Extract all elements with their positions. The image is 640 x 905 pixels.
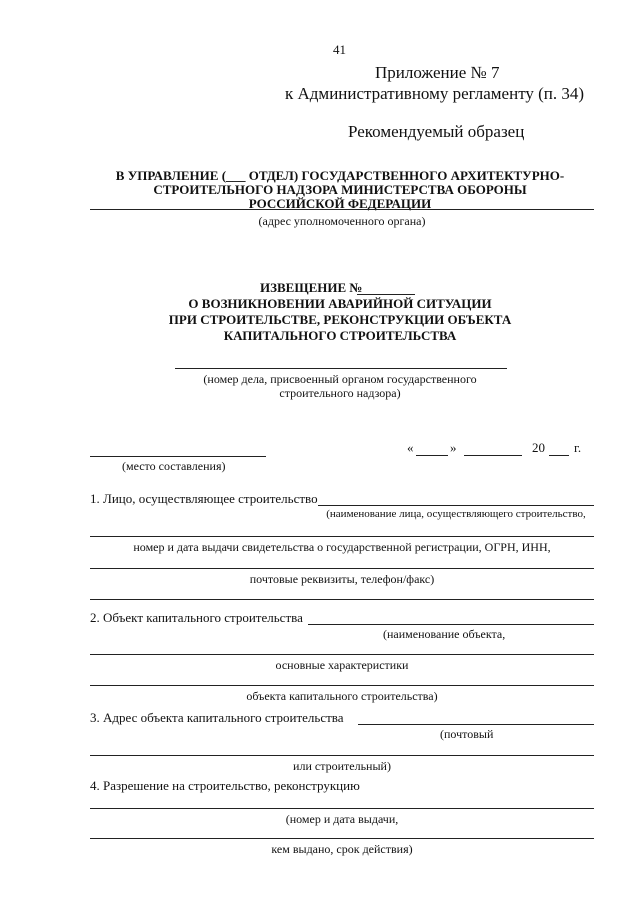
heading-line-4: КАПИТАЛЬНОГО СТРОИТЕЛЬСТВА (223, 328, 457, 343)
recipient-caption: (адрес уполномоченного органа) (258, 214, 426, 228)
section-1-label: 1. Лицо, осуществляющее строительство (90, 491, 318, 506)
section-1-caption-1: (наименование лица, осуществляющего строительство, (326, 508, 586, 520)
section-4-blank-1 (90, 808, 594, 809)
date-quote-close: » (450, 440, 457, 455)
section-3-caption-1: (почтовый (440, 727, 494, 741)
year-blank (549, 455, 569, 456)
recipient-line-2: СТРОИТЕЛЬНОГО НАДЗОРА МИНИСТЕРСТВА ОБОРОНЫ (153, 182, 527, 197)
section-4-label: 4. Разрешение на строительство, реконструкцию (90, 778, 360, 793)
place-blank (90, 456, 266, 457)
heading-line-1: ИЗВЕЩЕНИЕ № (260, 280, 363, 295)
section-3-blank-2 (90, 755, 594, 756)
heading-line-2: О ВОЗНИКНОВЕНИИ АВАРИЙНОЙ СИТУАЦИИ (188, 296, 492, 311)
section-1-blank-4 (90, 599, 594, 600)
recipient-underline (90, 209, 594, 210)
sample-label: Рекомендуемый образец (348, 122, 525, 141)
section-4-caption-1: (номер и дата выдачи, (285, 812, 399, 826)
section-2-blank-1 (308, 624, 594, 625)
section-1-caption-2: номер и дата выдачи свидетельства о государственной регистрации, ОГРН, ИНН, (133, 540, 551, 554)
section-1-caption-3: почтовые реквизиты, телефон/факс) (249, 572, 435, 586)
year-suffix: г. (574, 440, 582, 455)
notice-number-blank (357, 294, 415, 295)
section-2-caption-1: (наименование объекта, (383, 627, 506, 641)
case-number-caption-2: строительного надзора) (279, 386, 401, 400)
section-4-caption-2: кем выдано, срок действия) (271, 842, 413, 856)
section-1-blank-2 (90, 536, 594, 537)
recipient-line-3: РОССИЙСКОЙ ФЕДЕРАЦИИ (248, 196, 432, 211)
place-caption: (место составления) (122, 459, 226, 473)
section-3-caption-2: или строительный) (293, 759, 391, 773)
month-blank (464, 455, 522, 456)
case-number-caption-1: (номер дела, присвоенный органом государственного (203, 372, 477, 386)
section-1-blank-3 (90, 568, 594, 569)
section-2-caption-2: основные характеристики (275, 658, 409, 672)
section-3-label: 3. Адрес объекта капитального строительства (90, 710, 344, 725)
date-quote-open: « (407, 440, 414, 455)
day-blank (416, 455, 448, 456)
appendix-title: Приложение № 7 (375, 63, 500, 82)
section-1-blank-1 (318, 505, 594, 506)
appendix-subtitle: к Административному регламенту (п. 34) (285, 84, 585, 103)
section-4-blank-2 (90, 838, 594, 839)
section-2-caption-3: объекта капитального строительства) (246, 689, 438, 703)
section-3-blank-1 (358, 724, 594, 725)
recipient-line-1: В УПРАВЛЕНИЕ (___ ОТДЕЛ) ГОСУДАРСТВЕННОГО АРХИТЕКТУРНО- (115, 168, 565, 183)
case-number-blank (175, 368, 507, 369)
year-prefix: 20 (532, 440, 545, 455)
page-number: 41 (333, 42, 346, 57)
section-2-label: 2. Объект капитального строительства (90, 610, 303, 625)
section-2-blank-2 (90, 654, 594, 655)
section-2-blank-3 (90, 685, 594, 686)
heading-line-3: ПРИ СТРОИТЕЛЬСТВЕ, РЕКОНСТРУКЦИИ ОБЪЕКТА (168, 312, 512, 327)
